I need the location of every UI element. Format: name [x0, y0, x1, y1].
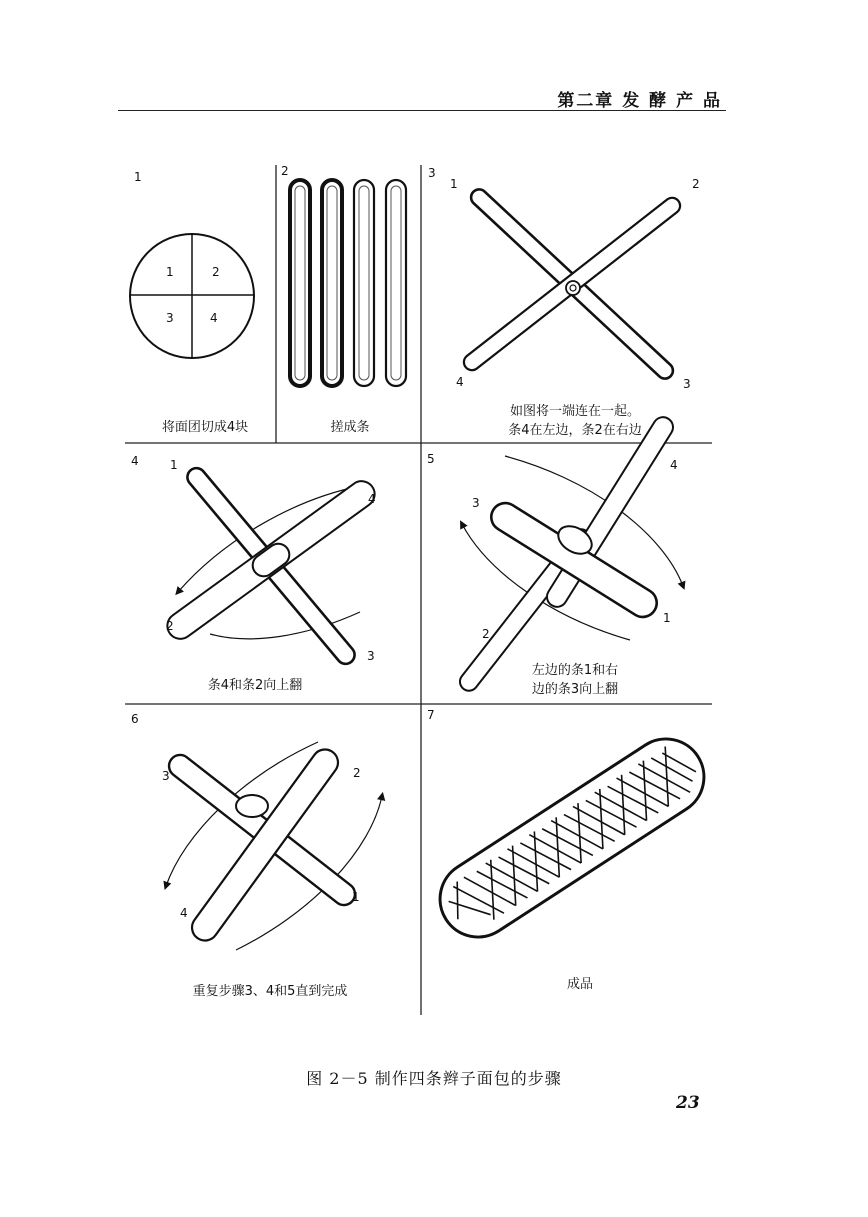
strands-joined-x [461, 186, 684, 382]
panel-6-number: 6 [131, 712, 139, 726]
strand-label: 4 [368, 492, 376, 506]
panel-2-caption: 搓成条 [330, 420, 370, 435]
strand-label: 4 [456, 375, 464, 389]
strand-label: 3 [683, 377, 691, 391]
page-number: 23 [676, 1093, 700, 1113]
rolled-strands [290, 180, 406, 386]
strand-label: 4 [180, 906, 188, 920]
strand-label: 1 [352, 890, 360, 904]
step6-drawing [165, 742, 382, 950]
panel-6-caption: 重复步骤3、4和5直到完成 [192, 984, 348, 999]
quadrant-label: 1 [166, 265, 174, 279]
panel-5-number: 5 [427, 452, 435, 466]
step5-drawing [456, 413, 683, 694]
panel-2-number: 2 [281, 164, 289, 178]
panel-5-caption-line2: 边的条3向上翻 [531, 682, 619, 697]
panel-3-number: 3 [428, 166, 436, 180]
quadrant-label: 4 [210, 311, 218, 325]
panel-1-number: 1 [134, 170, 142, 184]
step4-drawing [162, 464, 380, 667]
quadrant-label: 3 [166, 311, 174, 325]
strand-label: 1 [663, 611, 671, 625]
strand-label: 1 [450, 177, 458, 191]
strand-label: 4 [670, 458, 678, 472]
finished-braid [426, 724, 719, 951]
strand-label: 3 [162, 769, 170, 783]
panel-4-caption: 条4和条2向上翻 [207, 678, 303, 693]
figure-caption: 图 2－5 制作四条辫子面包的步骤 [306, 1069, 562, 1088]
strand-label: 3 [472, 496, 480, 510]
panel-3-caption-line2: 条4在左边，条2在右边 [508, 423, 642, 438]
panel-1-caption: 将面团切成4块 [161, 420, 249, 435]
strand-label: 2 [166, 619, 174, 633]
panel-3-caption-line1: 如图将一端连在一起。 [509, 404, 640, 419]
quadrant-label: 2 [212, 265, 220, 279]
panel-7-caption: 成品 [566, 977, 593, 992]
strand-label: 1 [170, 458, 178, 472]
chapter-title: 第二章 发 酵 产 品 [557, 91, 722, 111]
strand-label: 2 [353, 766, 361, 780]
dough-circle [130, 234, 254, 358]
strand-label: 2 [692, 177, 700, 191]
panel-5-caption-line1: 左边的条1和右 [531, 663, 619, 678]
panel-4-number: 4 [131, 454, 139, 468]
panel-7-number: 7 [427, 708, 435, 722]
strand-label: 2 [482, 627, 490, 641]
strand-label: 3 [367, 649, 375, 663]
